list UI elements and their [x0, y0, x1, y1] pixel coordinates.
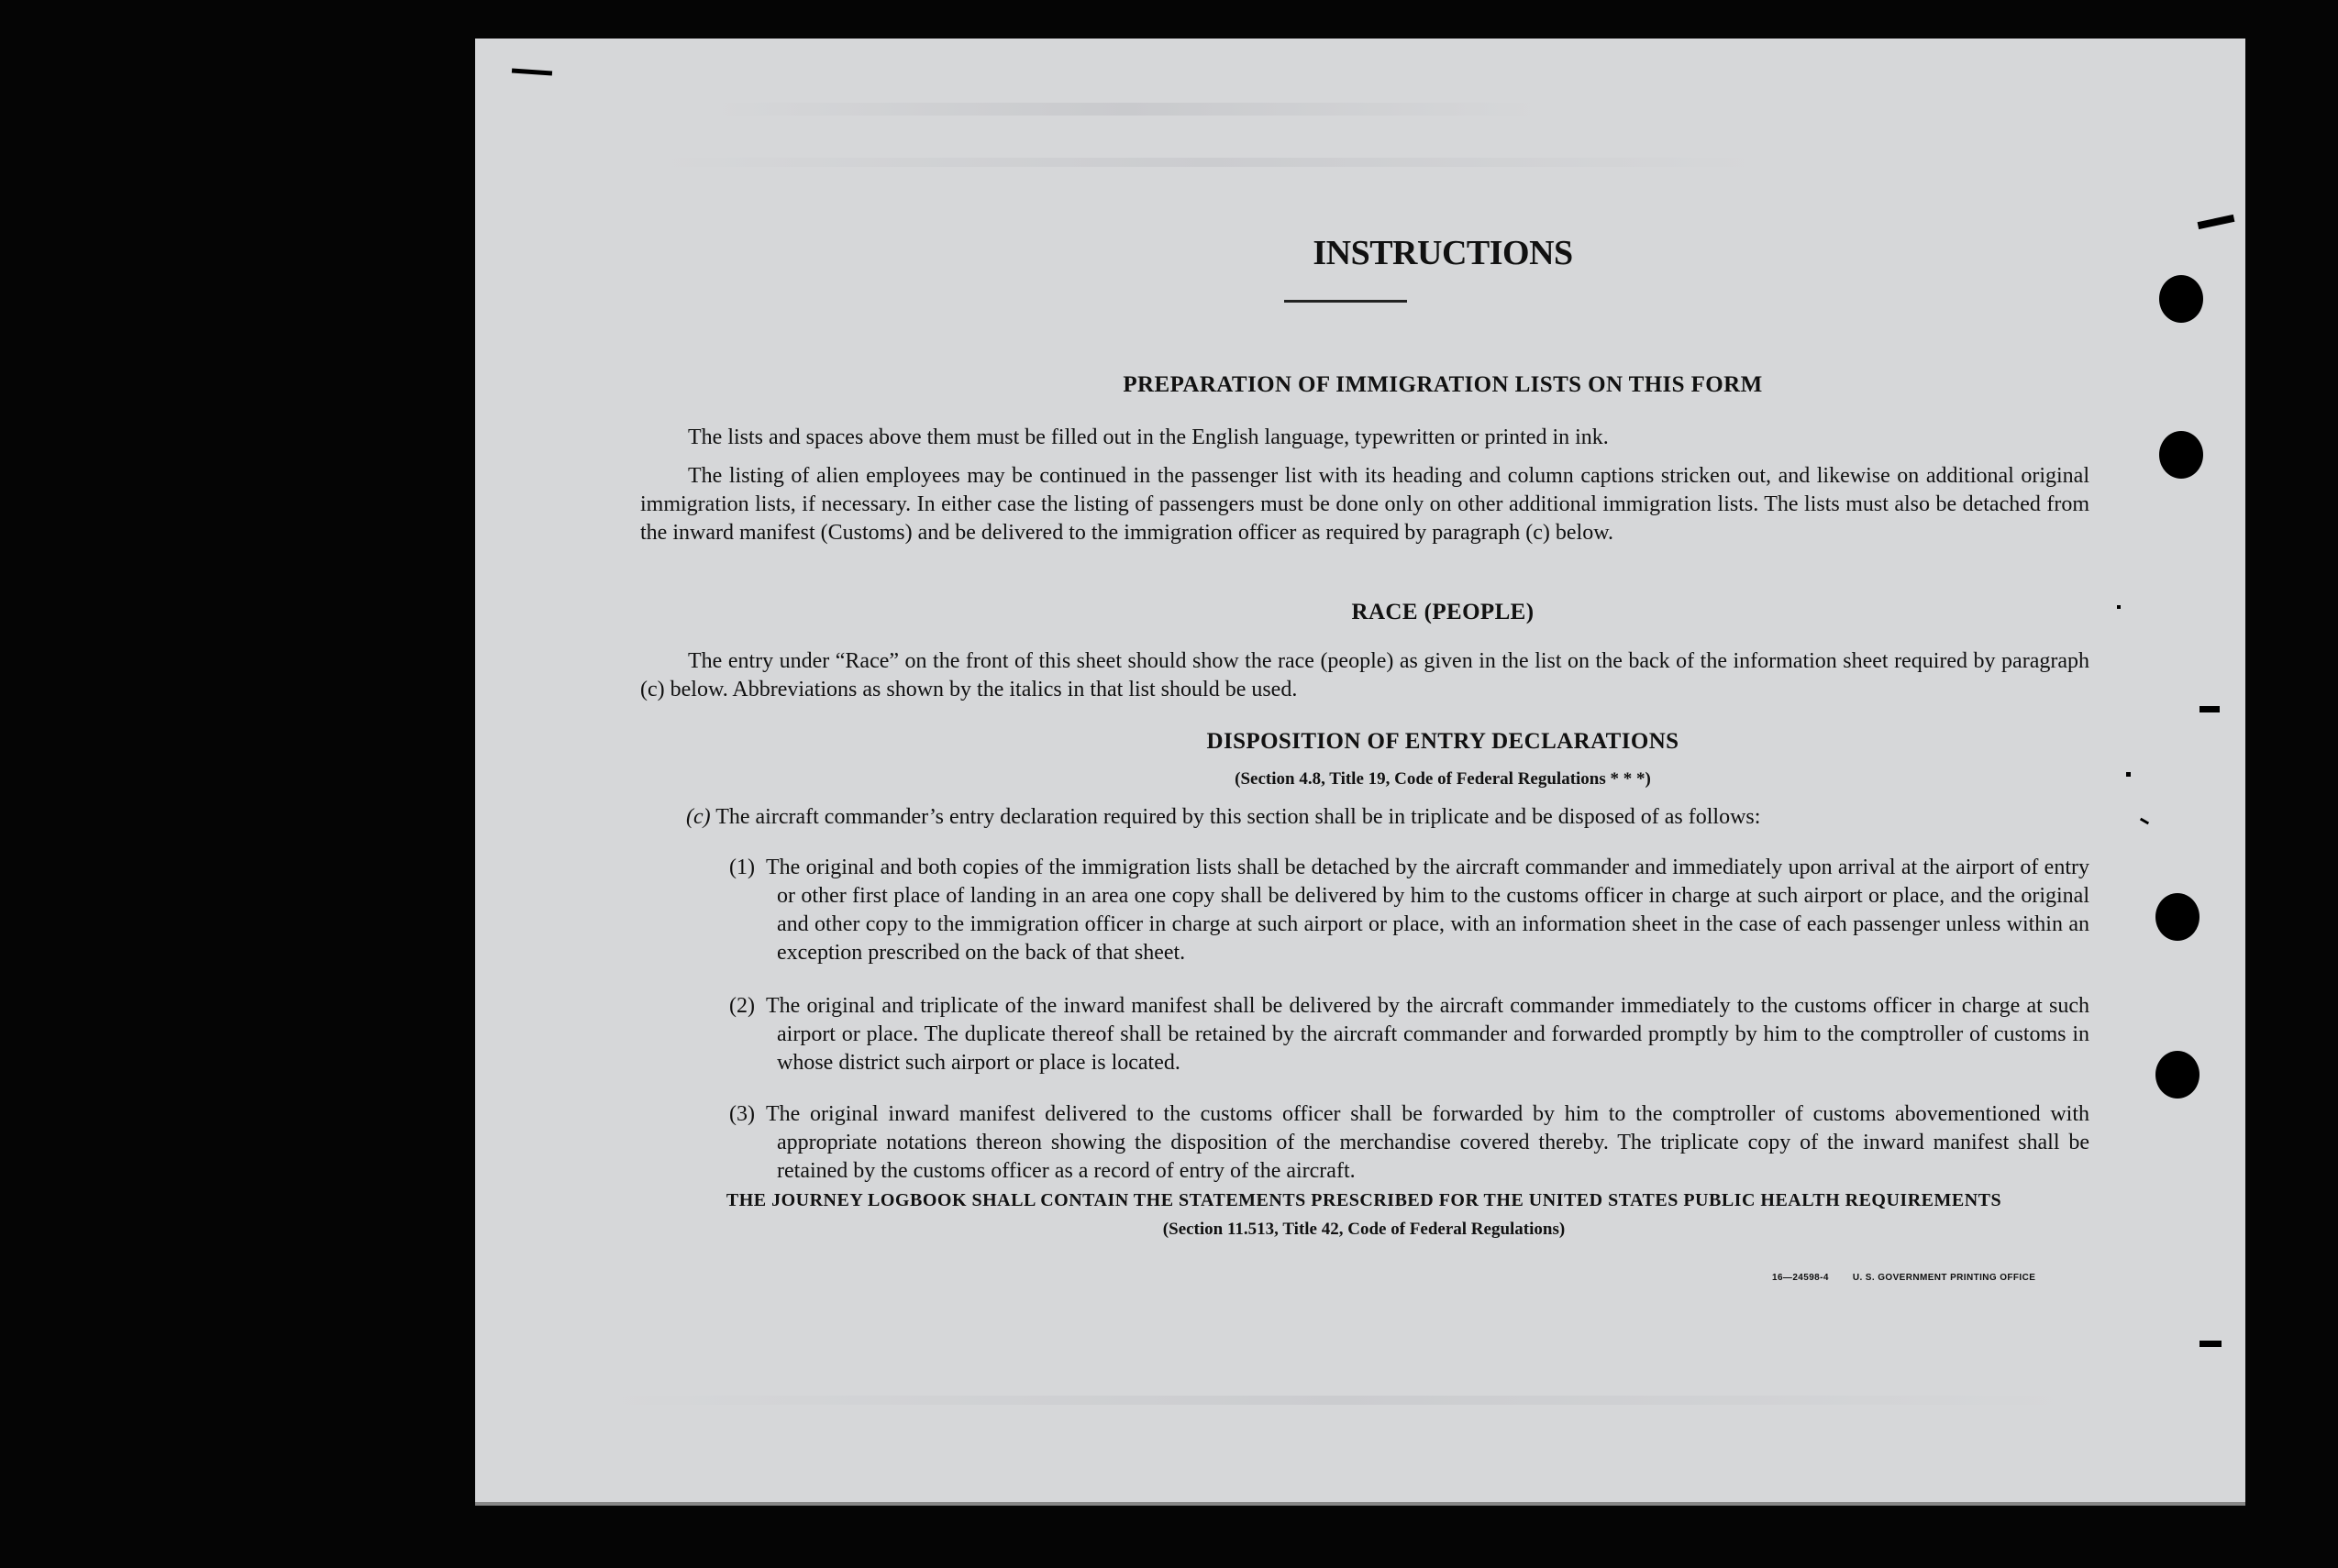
disposition-heading: DISPOSITION OF ENTRY DECLARATIONS	[1206, 729, 1679, 754]
preparation-paragraph-1: The lists and spaces above them must be filled out in the English language, typewritten or printed in ink.	[688, 425, 1609, 449]
form-number: 16—24598-4	[1772, 1273, 1829, 1283]
paragraph-c	[686, 803, 2089, 832]
scan-mark	[2199, 706, 2220, 712]
disposition-item-3	[729, 1100, 2089, 1186]
bleed-through-shading	[604, 1396, 2071, 1405]
scan-mark	[2140, 818, 2149, 825]
scan-mark	[2117, 605, 2121, 609]
item-text: The original inward manifest delivered to the customs officer shall be forwarded by him to the comptroller of customs abovementioned with appropriate notations thereon showing the disposition of the merchandise covered thereby. The triplicate copy of the inward manifest shall be retained by the customs officer as a record of entry of the aircraft.	[766, 1102, 2089, 1183]
paragraph-c-label: (c)	[686, 805, 711, 829]
item-number: (2)	[729, 994, 755, 1018]
page-bottom-edge	[475, 1502, 2245, 1506]
paragraph-c-text: The aircraft commander’s entry declaration required by this section shall be in triplicate and be disposed of as follows:	[715, 805, 1761, 829]
health-requirements-heading: THE JOURNEY LOGBOOK SHALL CONTAIN THE STATEMENTS PRESCRIBED FOR THE UNITED STATES PUBLIC HEALTH REQUIREMENTS	[726, 1190, 2002, 1210]
item-text: The original and triplicate of the inward manifest shall be delivered by the aircraft commander immediately to the customs officer in charge at such airport or place. The duplicate thereof shall be retained by the aircraft commander and forwarded promptly by him to the comptroller of customs in whose district such airport or place is located.	[766, 994, 2089, 1075]
disposition-item-2	[729, 992, 2089, 1077]
preparation-heading: PREPARATION OF IMMIGRATION LISTS ON THIS FORM	[1123, 372, 1763, 397]
item-number: (3)	[729, 1102, 755, 1126]
item-text: The original and both copies of the immigration lists shall be detached by the aircraft commander and immediately upon arrival at the airport of entry or other first place of landing in an area one copy shall be delivered by him to the customs officer in charge at such airport or place, and the original and other copy to the immigration officer in charge at such airport or place, with an information sheet in the case of each passenger unless within an exception prescribed on the back of that sheet.	[766, 856, 2089, 965]
scan-mark	[512, 68, 552, 75]
scan-mark	[2126, 772, 2131, 777]
preparation-paragraph-2: The listing of alien employees may be continued in the passenger list with its heading and column captions stricken out, and likewise on additional original immigration lists, if necessary. In either case the listing of passengers must be done only on other additional immigration lists. The lists must also be detached from the inward manifest (Customs) and be delivered to the immigration officer as required by paragraph (c) below.	[640, 464, 2089, 545]
race-heading: RACE (PEOPLE)	[1351, 600, 1535, 624]
printer-imprint	[1772, 1273, 2035, 1283]
punch-hole	[2159, 431, 2203, 479]
bleed-through-shading	[659, 158, 1759, 167]
punch-hole	[2155, 893, 2199, 941]
item-number: (1)	[729, 856, 755, 879]
scan-mark	[2198, 215, 2235, 229]
disposition-citation: (Section 4.8, Title 19, Code of Federal Regulations * * *)	[1235, 769, 1651, 789]
race-paragraph: The entry under “Race” on the front of this sheet should show the race (people) as given in the list on the back of the information sheet required by paragraph (c) below. Abbreviations as shown by the italics in that list should be used.	[640, 649, 2089, 701]
title-underline	[1284, 300, 1407, 303]
disposition-item-1	[729, 854, 2089, 967]
scan-mark	[2199, 1341, 2222, 1347]
punch-hole	[2159, 275, 2203, 323]
printer-name: U. S. GOVERNMENT PRINTING OFFICE	[1852, 1273, 2036, 1283]
document-page	[475, 39, 2245, 1506]
punch-hole	[2155, 1051, 2199, 1099]
page-title: INSTRUCTIONS	[1313, 234, 1573, 272]
health-requirements-citation: (Section 11.513, Title 42, Code of Federal Regulations)	[1162, 1220, 1566, 1239]
bleed-through-shading	[714, 103, 1539, 116]
